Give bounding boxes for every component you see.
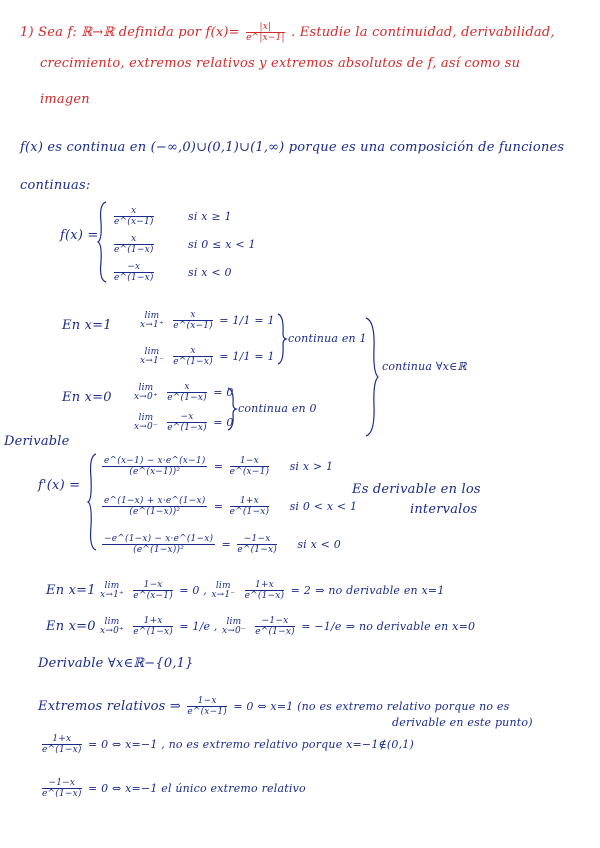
derivable-summary: Derivable ∀x∈ℝ−{0,1} xyxy=(38,656,194,671)
derivative-label: f'(x) = xyxy=(38,478,81,493)
extremes-row-1b: derivable en este punto) xyxy=(392,716,533,729)
problem-line-3: imagen xyxy=(40,92,90,107)
derivative-piece-1: $\frac{e\^{}(x-1) - x\cdot e\^{}(x-1)}{\text{(e\textasciicircum{}(x−1))²}}$ = $\frac{1-x}{e\^{}(x-1)}$ si x > 1 xyxy=(104,456,334,477)
problem-text-1b: . Estudie la continuidad, derivabilidad, xyxy=(291,25,555,40)
piece-3: $\frac{-x}{e\^{}(1-x)}$ si x < 0 xyxy=(114,262,232,283)
extremes-row-1: Extremos relativos ⇒ $\frac{1-x}{e\^{}(x-1)}$ = 0 ⇔ x=1 (no es extremo relativo porque no es xyxy=(38,696,510,717)
at0-limit-right: lim x→0⁺ $\frac{x}{e\^{}(1-x)}$ = 0 xyxy=(134,382,234,403)
continuity-big-brace xyxy=(366,318,378,436)
piecewise-label: f(x) = xyxy=(60,228,99,243)
problem-line-2: crecimiento, extremos relativos y extremos absolutos de f, así como su xyxy=(40,56,521,71)
derivative-piece-2: $\frac{e\^{}(1-x) + x\cdot e\^{}(1-x)}{\text{(e\textasciicircum{}(1−x))²}}$ = $\frac{1+x}{e\^{}(1-x)}$ si 0 < x < 1 xyxy=(104,496,358,517)
at1-limit-right: lim x→1⁺ $\frac{x}{e\^{}(x-1)}$ = 1/1 = 1 xyxy=(140,310,275,331)
continuity-line-2: continuas: xyxy=(20,178,91,193)
derivative-brace xyxy=(88,454,98,550)
problem-function-fraction: $\frac{|x|}{e\^{}|x-1|}$ xyxy=(246,22,285,43)
derivable-side-note-1: Es derivable en los xyxy=(352,482,481,497)
derivable-heading: Derivable xyxy=(4,434,70,449)
piecewise-brace xyxy=(98,202,108,282)
derivative-piece-3: $\frac{-e\^{}(1-x) - x\cdot e\^{}(1-x)}{\text{(e\textasciicircum{}(1−x))²}}$ = $\frac{-1-x}{e\^{}(1-x)}$ si x < 0 xyxy=(104,534,341,555)
at1-brace xyxy=(278,314,286,364)
continuity-line-1: f(x) es continua en (−∞,0)∪(0,1)∪(1,∞) porque es una composición de funciones xyxy=(20,140,565,155)
at1-note: continua en 1 xyxy=(288,332,367,345)
at1-label: En x=1 xyxy=(62,318,112,333)
at1-limit-left: lim x→1⁻ $\frac{x}{e\^{}(1-x)}$ = 1/1 = 1 xyxy=(140,346,275,367)
der-at1-row: En x=1 lim x→1⁺ $\frac{1-x}{e\^{}(x-1)}$ = 0 , lim x→1⁻ $\frac{1+x}{e\^{}(1-x)}$ = 2 ⇒ no derivable en x=1 xyxy=(46,580,445,601)
problem-number: 1) xyxy=(20,25,34,40)
continuity-conclusion: continua ∀x∈ℝ xyxy=(382,360,467,373)
der-at0-row: En x=0 lim x→0⁺ $\frac{1+x}{e\^{}(1-x)}$ = 1/e , lim x→0⁻ $\frac{-1-x}{e\^{}(1-x)}$ = −1/e ⇒ no derivable en x=0 xyxy=(46,616,476,637)
extremes-row-3: $\frac{-1-x}{e\^{}(1-x)}$ = 0 ⇔ x=−1 el único extremo relativo xyxy=(42,778,306,799)
extremes-row-2: $\frac{1+x}{e\^{}(1-x)}$ = 0 ⇔ x=−1 , no es extremo relativo porque x=−1∉(0,1) xyxy=(42,734,414,755)
piece-1: $\frac{x}{e\^{}(x-1)}$ si x ≥ 1 xyxy=(114,206,232,227)
piece-2: $\frac{x}{e\^{}(1-x)}$ si 0 ≤ x < 1 xyxy=(114,234,256,255)
at0-brace xyxy=(228,388,236,430)
problem-text-1: Sea f: ℝ→ℝ definida por f(x)= xyxy=(38,25,240,40)
at0-limit-left: lim x→0⁻ $\frac{-x}{e\^{}(1-x)}$ = 0 xyxy=(134,412,234,433)
at0-label: En x=0 xyxy=(62,390,112,405)
derivable-side-note-2: intervalos xyxy=(410,502,478,517)
problem-line-1 xyxy=(20,22,555,43)
at0-note: continua en 0 xyxy=(238,402,317,415)
